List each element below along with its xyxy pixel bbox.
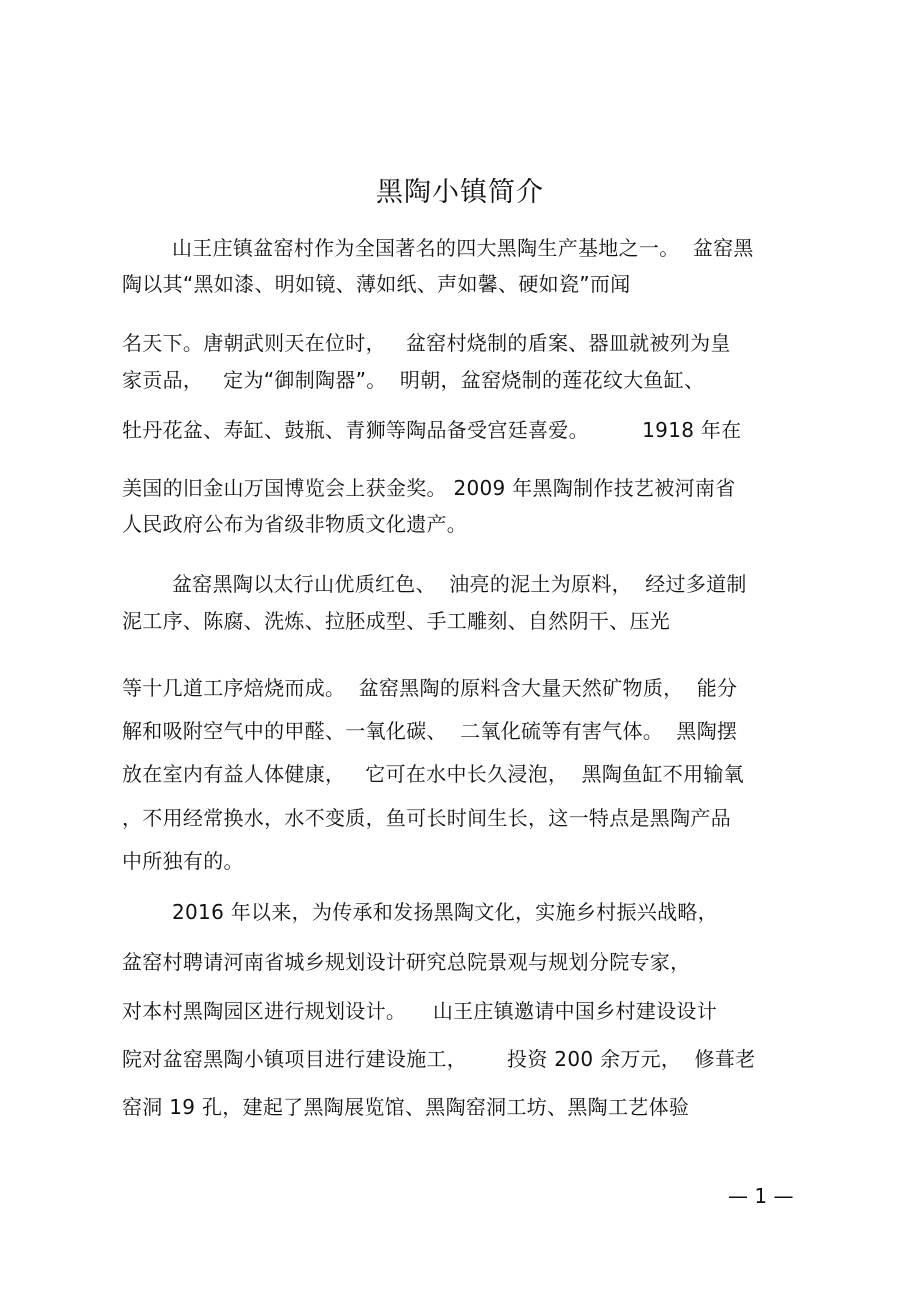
paragraph-line: 人民政府公布为省级非物质文化遗产。 [122, 512, 468, 536]
paragraph-line: 解和吸附空气中的甲醛、一氧化碳、 二氧化硫等有害气体。 黑陶摆 [122, 719, 738, 743]
paragraph-line: 院对盆窑黑陶小镇项目进行建设施工， 投资 200 余万元， 修葺老 [122, 1047, 756, 1071]
paragraph-line: 名天下。唐朝武则天在位时， 盆窑村烧制的盾案、器皿就被列为皇 [122, 331, 731, 355]
paragraph-line: 山王庄镇盆窑村作为全国著名的四大黑陶生产基地之一。 盆窑黑 [172, 236, 754, 260]
paragraph-line: 2016 年以来，为传承和发扬黑陶文化，实施乡村振兴战略， [172, 900, 718, 924]
page-number: — 1 — [728, 1184, 794, 1208]
paragraph-line: 陶以其“黑如漆、明如镜、薄如纸、声如馨、硬如瓷”而闻 [122, 272, 631, 296]
paragraph-line: 等十几道工序焙烧而成。 盆窑黑陶的原料含大量天然矿物质， 能分 [122, 676, 738, 700]
paragraph-line: 盆窑黑陶以太行山优质红色、 油亮的泥土为原料， 经过多道制 [172, 572, 747, 596]
paragraph-line: 牡丹花盆、寿缸、鼓瓶、青狮等陶品备受宫廷喜爱。 1918 年在 [122, 418, 742, 442]
paragraph-line: ，不用经常换水，水不变质，鱼可长时间生长，这一特点是黑陶产品 [122, 806, 731, 830]
paragraph-line: 盆窑村聘请河南省城乡规划设计研究总院景观与规划分院专家， [122, 950, 691, 974]
paragraph-line: 放在室内有益人体健康， 它可在水中长久浸泡， 黑陶鱼缸不用输氧 [122, 762, 744, 786]
document-title: 黑陶小镇简介 [376, 177, 544, 208]
paragraph-line: 美国的旧金山万国博览会上获金奖。 2009 年黑陶制作技艺被河南省 [122, 476, 736, 500]
paragraph-line: 对本村黑陶园区进行规划设计。 山王庄镇邀请中国乡村建设设计 [122, 999, 718, 1023]
paragraph-line: 窑洞 19 孔，建起了黑陶展览馆、黑陶窑洞工坊、黑陶工艺体验 [122, 1095, 690, 1119]
paragraph-line: 家贡品， 定为“御制陶器”。 明朝，盆窑烧制的莲花纹大鱼缸、 [122, 368, 705, 392]
paragraph-line: 中所独有的。 [122, 849, 244, 873]
paragraph-line: 泥工序、陈腐、洗炼、拉胚成型、手工雕刻、自然阴干、压光 [122, 609, 671, 633]
